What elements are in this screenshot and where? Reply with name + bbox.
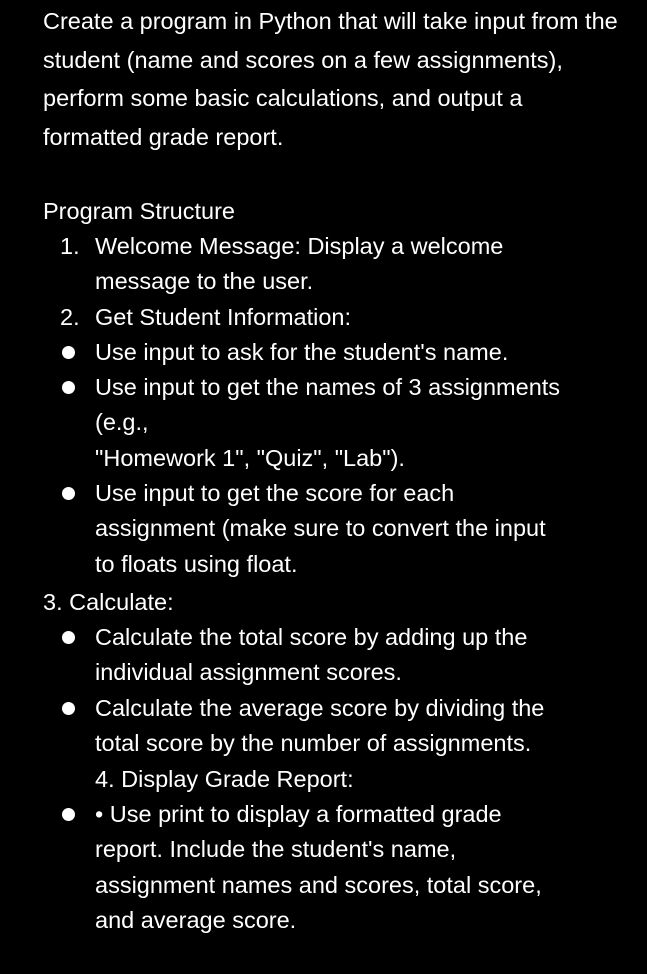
text-line: Get Student Information:: [95, 304, 352, 330]
text-line: 4. Display Grade Report:: [95, 765, 354, 792]
text-line: assignment (make sure to convert the input: [95, 515, 546, 542]
text-line: Use input to ask for the student's name.: [95, 339, 509, 365]
list-item-text: [95, 370, 630, 476]
text-line: "Homework 1", "Quiz", "Lab").: [95, 444, 405, 471]
bullet-dot-icon: [62, 381, 75, 394]
text-line: • Use print to display a formatted grade: [95, 801, 502, 827]
list-item-text: [95, 476, 630, 582]
text-line: individual assignment scores.: [95, 659, 402, 686]
text-line: to floats using float.: [95, 550, 298, 577]
list-item-text: [95, 335, 630, 370]
text-line: Welcome Message: Display a welcome: [95, 233, 504, 259]
text-line: message to the user.: [95, 268, 314, 295]
list-item-text: [95, 620, 630, 691]
list-item-text: [95, 691, 630, 797]
bullet-dot-icon: [62, 631, 75, 644]
list-item-text: 3. Calculate:: [43, 589, 174, 615]
list-number: 2.: [60, 304, 80, 330]
bullet-dot-icon: [62, 346, 75, 359]
section-heading: Program Structure: [43, 198, 235, 224]
bullet-dot-icon: [62, 808, 75, 821]
list-number: 1.: [60, 233, 80, 259]
text-line: (e.g.,: [95, 409, 149, 436]
bullet-dot-icon: [62, 702, 75, 715]
text-line: total score by the number of assignments.: [95, 730, 532, 757]
text-line: Calculate the total score by adding up the: [95, 624, 528, 650]
list-item-text: [95, 229, 630, 300]
text-line: Use input to get the names of 3 assignments: [95, 374, 561, 400]
text-line: Calculate the average score by dividing the: [95, 695, 545, 721]
text-line: Use input to get the score for each: [95, 480, 455, 506]
text-line: and average score.: [95, 906, 297, 933]
list-item-text: [95, 300, 630, 335]
text-line: report. Include the student's name,: [95, 836, 457, 863]
intro-paragraph: Create a program in Python that will take input from the student (name and scores on a few assignments), perform some basic calculations, and output a formatted grade report.: [43, 8, 618, 150]
text-line: assignment names and scores, total score,: [95, 871, 542, 898]
bullet-dot-icon: [62, 487, 75, 500]
list-item-text: [95, 797, 630, 938]
